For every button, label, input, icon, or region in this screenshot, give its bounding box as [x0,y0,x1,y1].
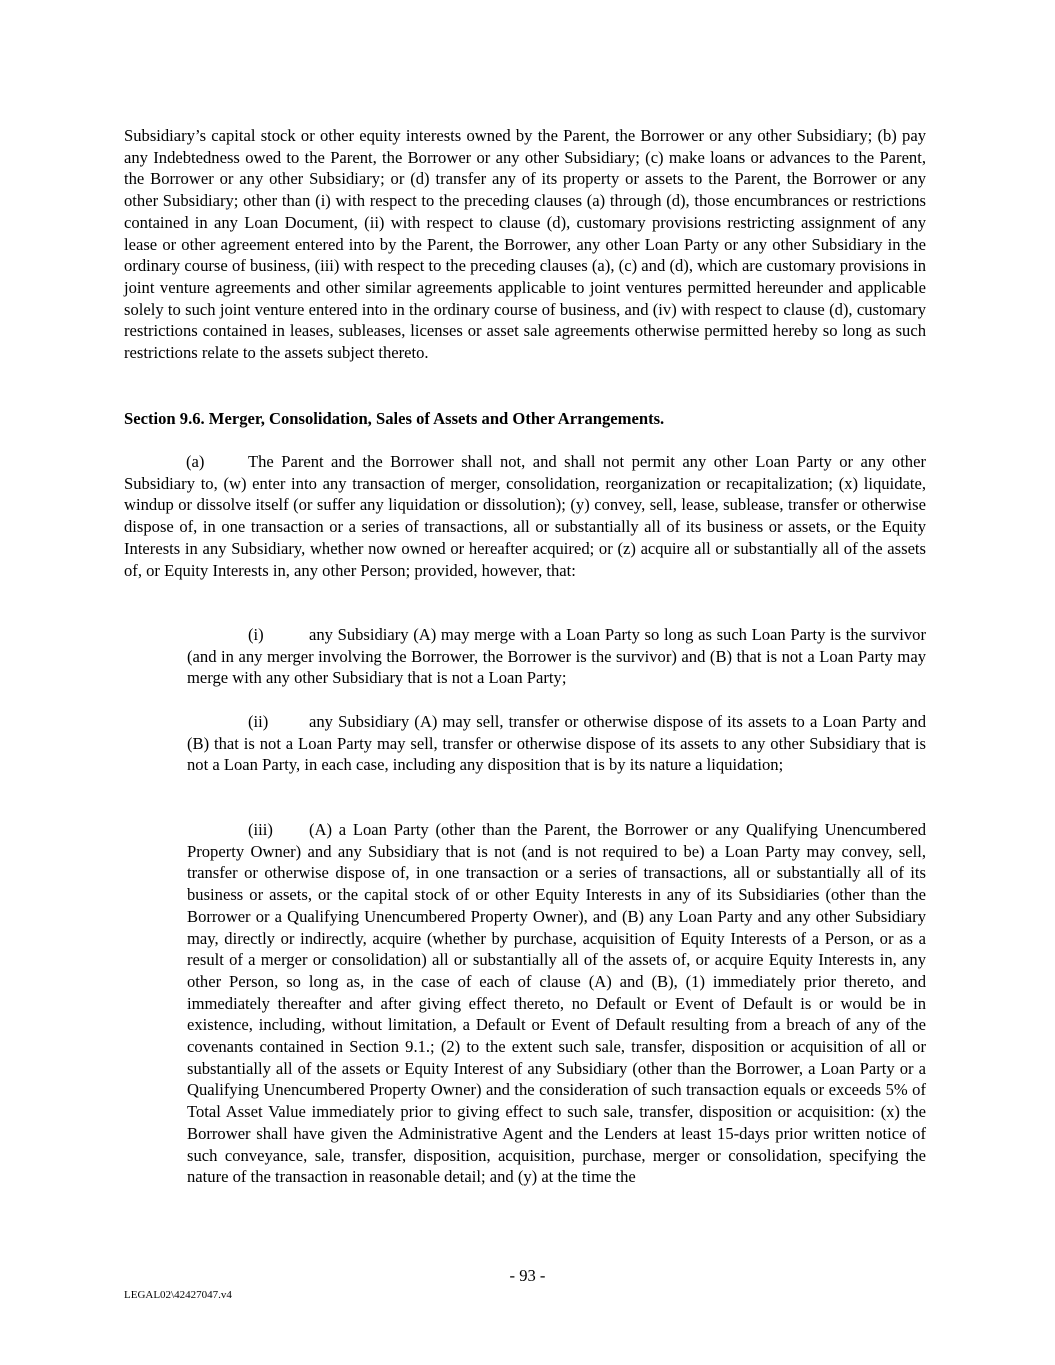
document-identifier: LEGAL02\42427047.v4 [124,1289,232,1301]
clause-iii-label: (iii) [248,820,273,839]
clause-a-paragraph [124,451,926,581]
page-number: - 93 - [509,1266,546,1285]
clause-ii-text: any Subsidiary (A) may sell, transfer or otherwise dispose of its assets to a Loan Party and (B) that is not a Loan Party may sell, transfer or otherwise dispose of its assets to any other Subsidiary that is not a Loan Party, in each case, including any disposition that is by its nature a liquidation; [187,712,926,775]
clause-a-label: (a) [186,452,205,471]
clause-ii-label: (ii) [248,712,269,731]
clause-i-paragraph [187,624,926,689]
clause-iii-text: (A) a Loan Party (other than the Parent, the Borrower or any Qualifying Unencumbered Property Owner) and any Subsidiary that is not (and is not required to be) a Loan Party may convey, sell, transfer or otherwise dispose of, in one transaction or a series of transactions, all or substantially all of its business or assets, or the capital stock of or other Equity Interests in any of its Subsidiaries (other than the Borrower or a Qualifying Unencumbered Property Owner), and (B) any Loan Party and any other Subsidiary may, directly or indirectly, acquire (whether by purchase, acquisition of Equity Interests of a Person, or as a result of a merger or consolidation) all or substantially all of the assets of, or acquire Equity Interests in, any other Person, so long as, in the case of each of clause (A) and (B), (1) immediately prior thereto, and immediately thereafter and after giving effect thereto, no Default or Event of Default is or would be in existence, including, without limitation, a Default or Event of Default resulting from a breach of any of the covenants contained in Section 9.1.; (2) to the extent such sale, transfer, disposition or acquisition of all or substantially all of the assets or Equity Interest of any Subsidiary (other than the Borrower, a Loan Party or a Qualifying Unencumbered Property Owner) and the consideration of such transaction equals or exceeds 5% of Total Asset Value immediately prior to giving effect to such sale, transfer, disposition or acquisition: (x) the Borrower shall have given the Administrative Agent and the Lenders at least 15-days prior written notice of such conveyance, sale, transfer, disposition, acquisition, purchase, merger or consolidation, specifying the nature of the transaction in reasonable detail; and (y) at the time the [187,820,926,1187]
clause-i-text: any Subsidiary (A) may merge with a Loan Party so long as such Loan Party is the survivor (and in any merger involving the Borrower, the Borrower is the survivor) and (B) that is not a Loan Party may merge with any other Subsidiary that is not a Loan Party; [187,625,926,688]
clause-iii-paragraph [187,819,926,1188]
intro-paragraph: Subsidiary’s capital stock or other equity interests owned by the Parent, the Borrower or any other Subsidiary; (b) pay any Indebtedness owed to the Parent, the Borrower or any other Subsidiary; (c) make loans or advances to the Parent, the Borrower or any other Subsidiary; or (d) transfer any of its property or assets to the Parent, the Borrower or any other Subsidiary; other than (i) with respect to the preceding clauses (a) through (d), those encumbrances or restrictions contained in any Loan Document, (ii) with respect to clause (d), customary provisions restricting assignment of any lease or other agreement entered into by the Parent, the Borrower, any other Loan Party or any other Subsidiary in the ordinary course of business, (iii) with respect to the preceding clauses (a), (c) and (d), which are customary provisions in joint venture agreements and other similar agreements applicable to joint ventures permitted hereunder and applicable solely to such joint venture entered into in the ordinary course of business, and (iv) with respect to clause (d), customary restrictions contained in leases, subleases, licenses or asset sale agreements otherwise permitted hereby so long as such restrictions relate to the assets subject thereto. [124,126,926,363]
clause-ii-paragraph [187,711,926,776]
clause-a-text: The Parent and the Borrower shall not, and shall not permit any other Loan Party or any other Subsidiary to, (w) enter into any transaction of merger, consolidation, reorganization or recapitalization; (x) liquidate, windup or dissolve itself (or suffer any liquidation or dissolution); (y) convey, sell, lease, sublease, transfer or otherwise dispose of, in one transaction or a series of transactions, all or substantially all of its business or assets, or the Equity Interests in any Subsidiary, whether now owned or hereafter acquired; or (z) acquire all or substantially all of the assets of, or Equity Interests in, any other Person; provided, however, that: [124,452,926,580]
clause-i-label: (i) [248,625,264,644]
section-heading: Section 9.6. Merger, Consolidation, Sales of Assets and Other Arrangements. [124,409,665,428]
